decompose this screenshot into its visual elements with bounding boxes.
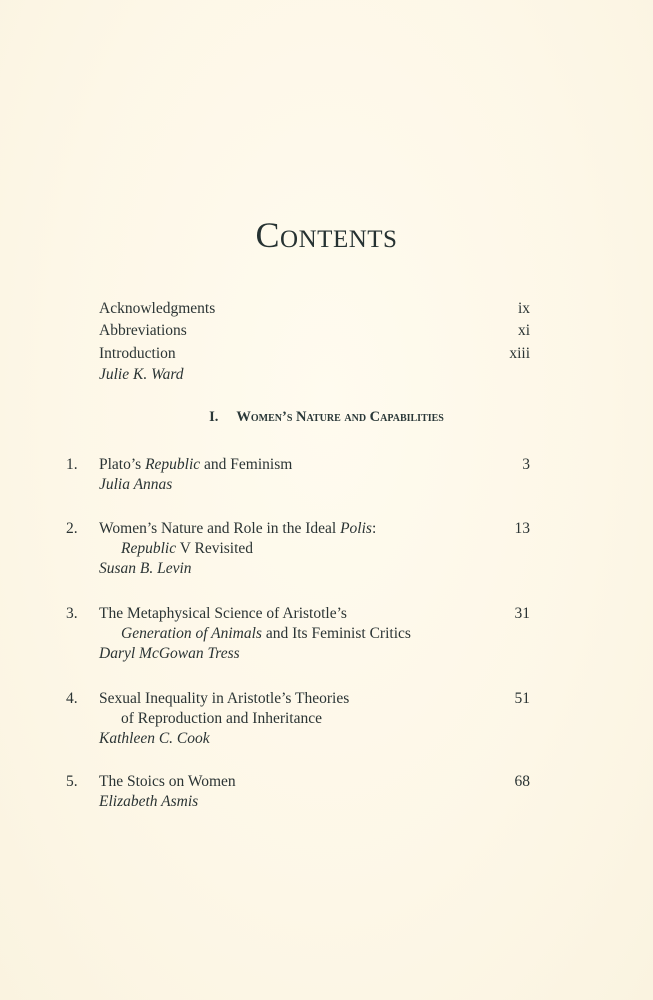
chapter-page-number: 3 bbox=[522, 456, 530, 473]
chapter-title: The Stoics on Women bbox=[99, 773, 236, 790]
chapter-title-continued: of Reproduction and Inheritance bbox=[121, 710, 322, 727]
entry-label: Acknowledgments bbox=[99, 300, 216, 317]
chapter-page-number: 68 bbox=[514, 773, 530, 790]
chapter-page-number: 31 bbox=[514, 605, 530, 622]
chapter-title: Sexual Inequality in Aristotle’s Theories bbox=[99, 690, 350, 707]
chapter-number: 5. bbox=[66, 773, 78, 790]
section-number: I. bbox=[209, 409, 219, 425]
chapter-number: 4. bbox=[66, 690, 78, 707]
chapter-author: Kathleen C. Cook bbox=[99, 730, 210, 747]
chapter-page-number: 13 bbox=[514, 520, 530, 537]
chapter-page-number: 51 bbox=[514, 690, 530, 707]
chapter-title-continued: Generation of Animals and Its Feminist Critics bbox=[121, 625, 411, 642]
entry-page-number: ix bbox=[517, 300, 530, 317]
section-title: Women’s Nature and Capabilities bbox=[236, 409, 444, 425]
chapter-author: Julia Annas bbox=[99, 476, 173, 493]
toc-entry-introduction[interactable] bbox=[99, 343, 530, 365]
chapter-author: Susan B. Levin bbox=[99, 560, 192, 577]
introduction-author bbox=[99, 364, 530, 386]
toc-chapter-entry[interactable] bbox=[66, 604, 530, 664]
toc-chapter-entry[interactable] bbox=[66, 689, 530, 749]
toc-entry-abbreviations[interactable] bbox=[99, 320, 530, 342]
chapter-author: Elizabeth Asmis bbox=[99, 793, 199, 810]
toc-entry-acknowledgments[interactable] bbox=[99, 298, 530, 320]
toc-chapter-entry[interactable] bbox=[66, 455, 530, 495]
entry-page-number: xiii bbox=[509, 345, 530, 362]
chapter-number: 1. bbox=[66, 456, 78, 473]
chapter-author: Daryl McGowan Tress bbox=[99, 645, 240, 662]
chapter-title: Women’s Nature and Role in the Ideal Polis: bbox=[99, 520, 377, 537]
chapter-number: 2. bbox=[66, 520, 78, 537]
page-title: Contents bbox=[255, 215, 398, 255]
toc-chapter-entry[interactable] bbox=[66, 519, 530, 579]
section-heading bbox=[0, 409, 653, 426]
toc-chapter-entry[interactable] bbox=[66, 772, 530, 812]
entry-author: Julie K. Ward bbox=[99, 366, 184, 383]
entry-label: Abbreviations bbox=[99, 322, 187, 339]
chapter-title: The Metaphysical Science of Aristotle’s bbox=[99, 605, 347, 622]
entry-label: Introduction bbox=[99, 345, 176, 362]
chapter-number: 3. bbox=[66, 605, 78, 622]
chapter-title: Plato’s Republic and Feminism bbox=[99, 456, 293, 473]
entry-page-number: xi bbox=[517, 322, 530, 339]
chapter-title-continued: Republic V Revisited bbox=[121, 540, 254, 557]
